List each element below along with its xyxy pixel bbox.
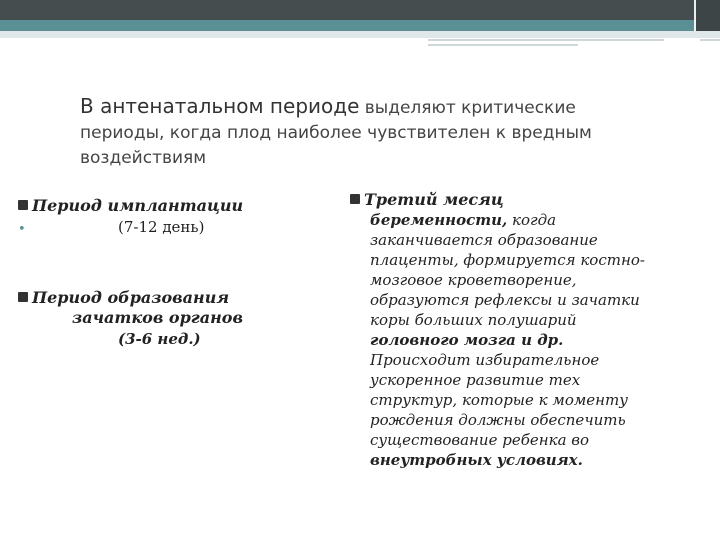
third-month-label: Третий месяц [364, 190, 504, 209]
left-column [18, 196, 318, 348]
light-band [0, 31, 720, 38]
third-month-heading [350, 190, 680, 210]
header-decoration [0, 0, 720, 48]
organogenesis-weeks: (3-6 нед.) [118, 330, 201, 348]
accent-line [428, 44, 578, 46]
dot-bullet-icon: • [18, 222, 26, 237]
body-line: существование ребенка во [370, 431, 590, 449]
body-line: структур, которые к моменту [370, 391, 628, 409]
body-line: заканчивается образование [370, 231, 598, 249]
square-bullet-icon [18, 200, 28, 210]
accent-line [428, 39, 664, 41]
body-line: головного мозга и др. [370, 331, 564, 349]
body-line: образуются рефлексы и зачатки [370, 291, 640, 309]
organogenesis-block [18, 288, 318, 350]
title-lead: В антенатальном периоде [80, 94, 360, 118]
body-line: рождения должны обеспечить [370, 411, 626, 429]
body-line: Происходит избирательное [370, 351, 600, 369]
organogenesis-heading [18, 288, 318, 308]
organogenesis-label: Период образования [32, 288, 230, 307]
when-word: когда [507, 211, 557, 229]
body-line: внеутробных условиях. [370, 451, 583, 469]
square-bullet-icon [350, 194, 360, 204]
implantation-days: (7-12 день) [118, 218, 205, 236]
organogenesis-line-2: зачатков органов [72, 308, 243, 327]
right-column [350, 190, 680, 470]
square-bullet-icon [18, 292, 28, 302]
accent-line [700, 39, 720, 41]
title-line-3: воздействиям [80, 148, 207, 168]
dark-band [0, 0, 720, 20]
corner-block [696, 0, 720, 31]
body-line: плаценты, формируется костно- [370, 251, 645, 269]
title-line-2: периоды, когда плод наиболее чувствителен к вредным [80, 123, 592, 143]
slide-title [80, 94, 680, 171]
third-month-line-2 [350, 210, 680, 230]
body-line: коры больших полушарий [370, 311, 577, 329]
pregnancy-word: беременности, [370, 211, 508, 229]
implantation-label: Период имплантации [32, 196, 244, 215]
implantation-heading [18, 196, 318, 216]
teal-band [0, 20, 696, 31]
body-line: мозговое кроветворение, [370, 271, 577, 289]
title-rest: выделяют критические [364, 98, 576, 118]
body-line: ускоренное развитие тех [370, 371, 581, 389]
